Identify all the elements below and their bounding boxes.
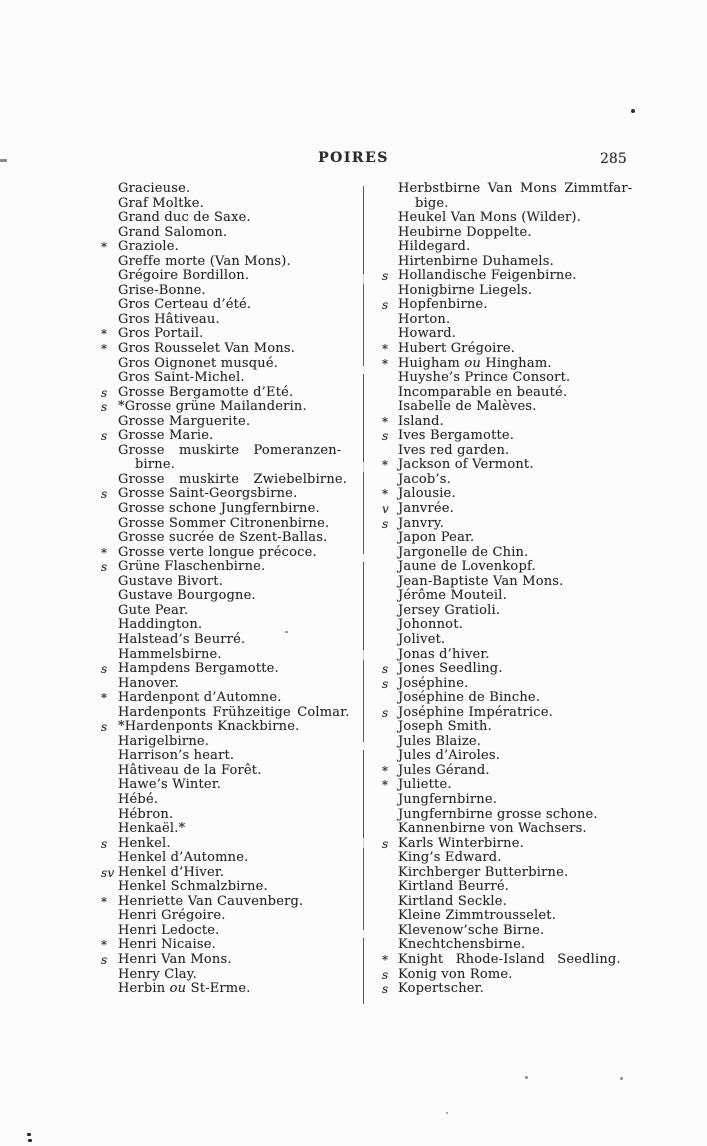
item-name: Hébron.	[118, 806, 174, 822]
item-name: Gustave Bivort.	[118, 573, 224, 589]
list-item	[96, 720, 356, 735]
item-name: Kirtland Beurré.	[398, 879, 510, 895]
list-item	[96, 400, 356, 415]
item-name: Grosse muskirte Pomeranzen- birne.	[118, 442, 342, 473]
item-name: Graziole.	[118, 239, 179, 255]
item-name: Joseph Smith.	[398, 719, 492, 735]
list-item	[96, 531, 356, 546]
item-prefix-marker: s	[382, 676, 389, 691]
item-prefix-marker: sv	[101, 865, 115, 880]
item-name: Jules d’Airoles.	[398, 748, 501, 764]
item-name: Huigham ou Hingham.	[398, 355, 552, 371]
item-name: Grand Salomon.	[118, 224, 228, 240]
list-item	[96, 706, 356, 721]
item-name: Hébé.	[118, 791, 159, 807]
item-name: Henkel Schmalzbirne.	[118, 879, 268, 895]
item-name: Isabelle de Malèves.	[398, 399, 537, 415]
item-name: Joséphine.	[398, 675, 469, 691]
item-name: Jonas d’hiver.	[398, 646, 490, 662]
item-name: King’s Edward.	[398, 850, 502, 866]
list-item	[378, 342, 668, 357]
item-name: Graf Moltke.	[118, 195, 204, 211]
item-prefix-marker: *	[101, 894, 108, 909]
item-prefix-marker: s	[101, 400, 108, 415]
list-item	[378, 778, 668, 793]
item-name: Howard.	[398, 326, 457, 342]
item-name: Jaune de Lovenkopf.	[398, 559, 536, 575]
item-name: Kopertscher.	[398, 981, 484, 997]
list-item	[96, 822, 356, 837]
list-item	[96, 938, 356, 953]
list-item	[96, 575, 356, 590]
item-prefix-marker: s	[101, 836, 108, 851]
item-name: Hubert Grégoire.	[398, 341, 516, 357]
item-name: Grosse Sommer Citronenbirne.	[118, 515, 330, 531]
list-item	[378, 284, 668, 299]
list-item	[96, 793, 356, 808]
running-head-title: POIRES	[318, 150, 389, 166]
item-name: Halstead’s Beurré.	[118, 631, 246, 647]
list-item	[96, 735, 356, 750]
list-item	[378, 502, 668, 517]
list-item	[378, 938, 668, 953]
scan-speck	[525, 1076, 528, 1079]
item-name: Jones Seedling.	[398, 661, 503, 677]
item-name: Henri Nicaise.	[118, 937, 216, 953]
item-prefix-marker: s	[101, 720, 108, 735]
item-name: Gros Rousselet Van Mons.	[118, 341, 296, 357]
item-prefix-marker: s	[382, 982, 389, 997]
item-name: Grégoire Bordillon.	[118, 268, 250, 284]
item-name: Heukel Van Mons (Wilder).	[398, 210, 581, 226]
item-name: Harigelbirne.	[118, 733, 210, 749]
list-item	[96, 691, 356, 706]
item-name: Heubirne Doppelte.	[398, 224, 532, 240]
item-name: *Hardenponts Knackbirne.	[118, 719, 300, 735]
list-item	[378, 517, 668, 532]
item-prefix-marker: s	[101, 487, 108, 502]
item-prefix-marker: s	[382, 705, 389, 720]
item-prefix-marker: *	[101, 691, 108, 706]
list-item	[96, 357, 356, 372]
item-name: Hawe’s Winter.	[118, 777, 222, 793]
list-item	[96, 371, 356, 386]
item-name: Gros Saint-Michel.	[118, 370, 245, 386]
list-item	[96, 924, 356, 939]
list-item	[378, 415, 668, 430]
list-item	[378, 880, 668, 895]
item-name: Ives Bergamotte.	[398, 428, 515, 444]
list-item	[96, 778, 356, 793]
list-item	[378, 313, 668, 328]
item-name: Kirtland Seckle.	[398, 893, 507, 909]
item-name: Juliette.	[398, 777, 452, 793]
item-name: Jolivet.	[398, 631, 446, 647]
item-name: Grosse verte longue précoce.	[118, 544, 317, 560]
list-item	[378, 560, 668, 575]
scan-speck	[620, 1077, 623, 1080]
list-item	[378, 531, 668, 546]
item-name: Grise-Bonne.	[118, 282, 206, 298]
item-name: Gros Oignonet musqué.	[118, 355, 279, 371]
list-item	[378, 546, 668, 561]
item-name: Johonnot.	[398, 617, 463, 633]
list-item	[96, 342, 356, 357]
item-name: *Grosse grüne Mailanderin.	[118, 399, 307, 415]
list-item	[96, 837, 356, 852]
item-name: Henri Van Mons.	[118, 951, 232, 967]
item-name: Henry Clay.	[118, 966, 197, 982]
item-name: Grosse sucrée de Szent-Ballas.	[118, 530, 328, 546]
item-name: Gros Portail.	[118, 326, 204, 342]
item-name: Grosse Marie.	[118, 428, 214, 444]
item-prefix-marker: s	[101, 662, 108, 677]
item-name: Konig von Rome.	[398, 966, 513, 982]
page-number: 285	[600, 151, 627, 167]
list-item	[96, 880, 356, 895]
list-item	[378, 255, 668, 270]
item-name: Hammelsbirne.	[118, 646, 222, 662]
list-item	[96, 473, 356, 488]
item-name: Jackson of Vermont.	[398, 457, 534, 473]
item-prefix-marker: s	[101, 385, 108, 400]
item-name: Kannenbirne von Wachsers.	[398, 821, 587, 837]
item-name: Klevenow’sche Birne.	[398, 922, 545, 938]
item-name: Grüne Flaschenbirne.	[118, 559, 266, 575]
item-name: Hâtiveau de la Forêt.	[118, 762, 262, 778]
item-name: Hopfenbirne.	[398, 297, 488, 313]
item-name: Island.	[398, 413, 444, 429]
item-prefix-marker: s	[382, 429, 389, 444]
item-name: Japon Pear.	[398, 530, 475, 546]
item-prefix-marker: *	[382, 414, 389, 429]
list-item	[96, 968, 356, 983]
list-item	[96, 648, 356, 663]
item-prefix-marker: v	[382, 502, 389, 517]
item-name: Harrison’s heart.	[118, 748, 235, 764]
item-name: Jules Blaize.	[398, 733, 482, 749]
item-name: Grosse schone Jungfernbirne.	[118, 501, 320, 517]
list-item	[378, 371, 668, 386]
list-item	[96, 866, 356, 881]
item-name: Hardenponts Frühzeitige Colmar.	[118, 704, 350, 720]
item-name: Grosse Saint-Georgsbirne.	[118, 486, 298, 502]
item-name: Kirchberger Butterbirne.	[398, 864, 569, 880]
scan-speck	[285, 631, 288, 633]
list-item	[96, 749, 356, 764]
item-name: Hanover.	[118, 675, 179, 691]
item-name: Henri Grégoire.	[118, 908, 226, 924]
item-name: Hirtenbirne Duhamels.	[398, 253, 554, 269]
item-name: Henkel d’Hiver.	[118, 864, 225, 880]
list-item	[96, 560, 356, 575]
item-name: Jules Gérand.	[398, 762, 490, 778]
list-item	[96, 808, 356, 823]
item-prefix-marker: *	[382, 778, 389, 793]
list-item	[378, 793, 668, 808]
list-item	[96, 487, 356, 502]
list-item	[96, 197, 356, 212]
list-item	[96, 429, 356, 444]
list-item	[96, 909, 356, 924]
item-prefix-marker: s	[101, 560, 108, 575]
item-name: Henri Ledocte.	[118, 922, 220, 938]
list-item	[96, 269, 356, 284]
item-name: Horton.	[398, 311, 451, 327]
item-name: Henkel.	[118, 835, 171, 851]
item-name: Jean-Baptiste Van Mons.	[398, 573, 564, 589]
list-item	[378, 604, 668, 619]
item-name: Herbstbirne Van Mons Zimmtfar- bige.	[398, 181, 633, 211]
list-item	[378, 473, 668, 488]
running-head	[0, 150, 707, 170]
item-name: Jungfernbirne grosse schone.	[398, 806, 598, 822]
item-name: Gracieuse.	[118, 181, 191, 196]
list-item	[96, 764, 356, 779]
list-item	[378, 822, 668, 837]
item-name: Grosse Bergamotte d’Eté.	[118, 384, 294, 400]
list-item	[378, 211, 668, 226]
list-item	[378, 851, 668, 866]
item-name: Gustave Bourgogne.	[118, 588, 256, 604]
item-name: Honigbirne Liegels.	[398, 282, 533, 298]
list-item	[378, 909, 668, 924]
item-prefix-marker: s	[382, 298, 389, 313]
item-name: Huyshe’s Prince Consort.	[398, 370, 571, 386]
list-item	[96, 226, 356, 241]
item-prefix-marker: *	[101, 342, 108, 357]
item-name: Grosse muskirte Zwiebelbirne.	[118, 471, 348, 487]
list-item	[96, 677, 356, 692]
scan-speck	[0, 159, 7, 162]
item-prefix-marker: s	[101, 429, 108, 444]
item-name: Joséphine de Binche.	[398, 690, 541, 706]
list-item	[96, 415, 356, 430]
item-prefix-marker: s	[382, 967, 389, 982]
scan-speck	[631, 109, 635, 113]
list-item	[378, 662, 668, 677]
item-prefix-marker: s	[382, 662, 389, 677]
list-item	[378, 633, 668, 648]
scan-speck	[27, 1133, 31, 1136]
item-prefix-marker: s	[101, 952, 108, 967]
list-item	[96, 633, 356, 648]
list-item	[378, 327, 668, 342]
item-name: Herbin ou St-Erme.	[118, 981, 251, 997]
list-item	[378, 895, 668, 910]
item-prefix-marker: *	[101, 240, 108, 255]
item-name: Henriette Van Cauvenberg.	[118, 893, 304, 909]
item-name: Kleine Zimmtrousselet.	[398, 908, 557, 924]
item-name: Janvry.	[398, 515, 445, 531]
item-name: Gros Certeau d’été.	[118, 297, 252, 313]
item-prefix-marker: *	[382, 458, 389, 473]
list-item	[378, 618, 668, 633]
list-item	[96, 953, 356, 968]
column-divider-rule	[363, 186, 364, 1004]
item-prefix-marker: *	[382, 487, 389, 502]
list-item	[378, 837, 668, 852]
list-item	[96, 444, 356, 473]
list-item	[96, 604, 356, 619]
item-name: Henkel d’Automne.	[118, 850, 249, 866]
list-item	[96, 662, 356, 677]
list-item	[378, 706, 668, 721]
item-name: Jersey Gratioli.	[398, 602, 501, 618]
list-item	[378, 357, 668, 372]
item-name: Karls Winterbirne.	[398, 835, 524, 851]
list-item	[378, 240, 668, 255]
item-name: Ives red garden.	[398, 442, 510, 458]
item-name: Henkaël.*	[118, 821, 186, 837]
list-item	[96, 589, 356, 604]
item-prefix-marker: s	[382, 269, 389, 284]
list-item	[378, 444, 668, 459]
item-name: Joséphine Impératrice.	[398, 704, 553, 720]
item-name: Gros Hâtiveau.	[118, 311, 220, 327]
item-name: Jungfernbirne.	[398, 791, 498, 807]
item-prefix-marker: *	[382, 356, 389, 371]
item-prefix-marker: *	[382, 342, 389, 357]
item-name: Hollandische Feigenbirne.	[398, 268, 577, 284]
list-item	[96, 851, 356, 866]
item-prefix-marker: *	[382, 763, 389, 778]
list-item	[378, 924, 668, 939]
right-column	[378, 182, 668, 997]
list-item	[96, 618, 356, 633]
item-name: Jacob’s.	[398, 471, 451, 487]
list-item	[378, 953, 668, 968]
list-item	[378, 458, 668, 473]
item-name: Hampdens Bergamotte.	[118, 661, 279, 677]
list-item	[378, 677, 668, 692]
list-item	[96, 298, 356, 313]
list-item	[378, 648, 668, 663]
item-name: Grosse Marguerite.	[118, 413, 251, 429]
item-name: Haddington.	[118, 617, 203, 633]
item-name: Knight Rhode-Island Seedling.	[398, 951, 621, 967]
list-item	[96, 982, 356, 997]
item-prefix-marker: s	[382, 836, 389, 851]
list-item	[96, 546, 356, 561]
list-item	[96, 502, 356, 517]
item-name: Knechtchensbirne.	[398, 937, 526, 953]
item-name: Grand duc de Saxe.	[118, 210, 251, 226]
item-prefix-marker: *	[101, 938, 108, 953]
item-name: Hardenpont d’Automne.	[118, 690, 282, 706]
item-name: Greffe morte (Van Mons).	[118, 253, 291, 269]
scan-speck	[446, 1112, 448, 1114]
list-item	[378, 298, 668, 313]
item-name: Jérôme Mouteil.	[398, 588, 507, 604]
list-item	[378, 269, 668, 284]
left-column	[96, 182, 356, 997]
list-item	[96, 211, 356, 226]
list-item	[378, 182, 668, 211]
list-item	[96, 182, 356, 197]
list-item	[96, 327, 356, 342]
item-prefix-marker: *	[101, 545, 108, 560]
item-prefix-marker: *	[382, 952, 389, 967]
list-item	[378, 429, 668, 444]
scan-speck	[28, 1139, 32, 1142]
item-name: Gute Pear.	[118, 602, 189, 618]
list-item	[378, 226, 668, 241]
list-item	[378, 487, 668, 502]
list-item	[378, 808, 668, 823]
list-item	[96, 240, 356, 255]
list-item	[378, 589, 668, 604]
item-name: Incomparable en beauté.	[398, 384, 568, 400]
item-prefix-marker: *	[101, 327, 108, 342]
item-name: Jargonelle de Chin.	[398, 544, 529, 560]
list-item	[378, 691, 668, 706]
list-item	[378, 400, 668, 415]
list-item	[96, 313, 356, 328]
list-item	[378, 764, 668, 779]
list-item	[378, 968, 668, 983]
item-name: Jalousie.	[398, 486, 456, 502]
list-item	[378, 982, 668, 997]
item-name: Hildegard.	[398, 239, 471, 255]
list-item	[378, 735, 668, 750]
list-item	[96, 517, 356, 532]
item-prefix-marker: s	[382, 516, 389, 531]
list-item	[96, 386, 356, 401]
item-name: Janvrée.	[398, 501, 455, 517]
list-item	[378, 749, 668, 764]
list-item	[378, 720, 668, 735]
